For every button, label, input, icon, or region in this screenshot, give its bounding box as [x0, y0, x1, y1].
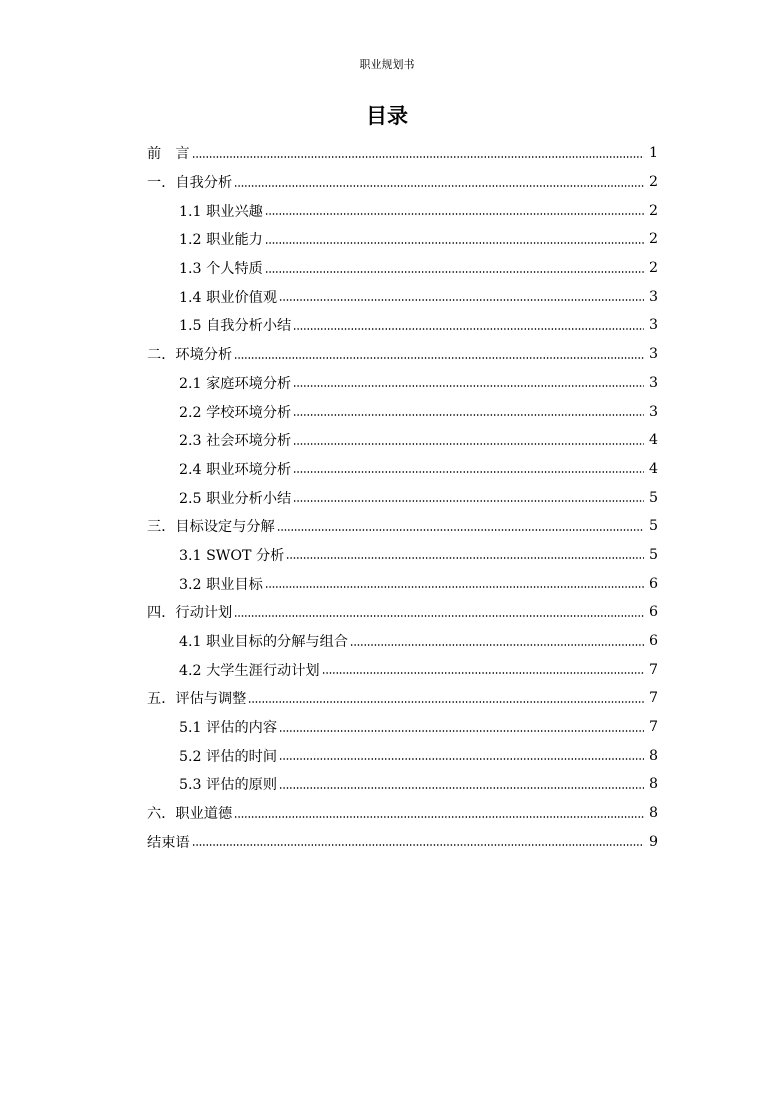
toc-entry-page-number: 4	[648, 432, 658, 449]
toc-dot-leader	[279, 758, 644, 760]
toc-entry-label: 3.2 职业目标	[179, 576, 263, 593]
toc-entry-9[interactable]	[147, 369, 658, 398]
toc-entry-page-number: 7	[648, 690, 658, 707]
toc-dot-leader	[265, 213, 644, 215]
toc-entry-page-number: 5	[648, 546, 658, 563]
toc-dot-leader	[265, 271, 644, 273]
toc-entry-5[interactable]	[147, 254, 658, 283]
toc-entry-page-number: 3	[648, 317, 658, 334]
toc-entry-label: 2.5 职业分析小结	[179, 490, 292, 507]
toc-entry-label: 三．目标设定与分解	[147, 519, 275, 536]
toc-entry-label: 5.1 评估的内容	[179, 720, 278, 737]
toc-entry-page-number: 2	[648, 202, 658, 219]
running-header: 职业规划书	[359, 58, 415, 71]
toc-entry-24[interactable]	[147, 799, 658, 828]
toc-entry-label: 1.2 职业能力	[179, 232, 263, 249]
toc-entry-1[interactable]	[147, 139, 658, 168]
toc-entry-22[interactable]	[147, 741, 658, 770]
toc-entry-page-number: 3	[648, 403, 658, 420]
page-title: 目录	[366, 104, 408, 128]
toc-entry-14[interactable]	[147, 512, 658, 541]
toc-entry-10[interactable]	[147, 397, 658, 426]
toc-entry-8[interactable]	[147, 340, 658, 369]
toc-entry-page-number: 3	[648, 346, 658, 363]
toc-entry-label: 二．环境分析	[147, 347, 233, 364]
toc-entry-label: 2.4 职业环境分析	[179, 461, 292, 478]
toc-entry-page-number: 9	[648, 833, 658, 850]
toc-dot-leader	[286, 557, 644, 559]
toc-dot-leader	[322, 672, 644, 674]
toc-entry-page-number: 2	[648, 260, 658, 277]
toc-entry-page-number: 7	[648, 719, 658, 736]
toc-entry-label: 1.4 职业价值观	[179, 289, 278, 306]
toc-entry-page-number: 6	[648, 604, 658, 621]
toc-dot-leader	[248, 701, 644, 703]
toc-entry-label: 五．评估与调整	[147, 691, 247, 708]
toc-entry-label: 结束语	[147, 834, 190, 851]
toc-entry-page-number: 3	[648, 374, 658, 391]
toc-dot-leader	[192, 156, 644, 158]
toc-dot-leader	[234, 615, 644, 617]
toc-entry-25[interactable]	[147, 828, 658, 857]
toc-entry-page-number: 2	[648, 174, 658, 191]
toc-entry-page-number: 1	[648, 145, 658, 162]
toc-entry-7[interactable]	[147, 311, 658, 340]
toc-entry-18[interactable]	[147, 627, 658, 656]
toc-entry-label: 1.5 自我分析小结	[179, 318, 292, 335]
toc-entry-page-number: 5	[648, 518, 658, 535]
toc-entry-21[interactable]	[147, 713, 658, 742]
toc-dot-leader	[293, 414, 644, 416]
toc-entry-label: 1.3 个人特质	[179, 261, 263, 278]
toc-entry-15[interactable]	[147, 541, 658, 570]
toc-dot-leader	[293, 328, 644, 330]
toc-entry-label: 4.2 大学生涯行动计划	[179, 662, 320, 679]
toc-entry-page-number: 6	[648, 633, 658, 650]
toc-dot-leader	[279, 299, 644, 301]
toc-dot-leader	[234, 357, 644, 359]
toc-entry-page-number: 7	[648, 661, 658, 678]
toc-dot-leader	[350, 644, 644, 646]
toc-entry-13[interactable]	[147, 483, 658, 512]
toc-entry-page-number: 8	[648, 747, 658, 764]
toc-entry-17[interactable]	[147, 598, 658, 627]
table-of-contents	[147, 139, 658, 856]
toc-entry-page-number: 8	[648, 776, 658, 793]
toc-entry-23[interactable]	[147, 770, 658, 799]
toc-dot-leader	[293, 385, 644, 387]
toc-entry-page-number: 5	[648, 489, 658, 506]
toc-entry-11[interactable]	[147, 426, 658, 455]
toc-entry-label: 4.1 职业目标的分解与组合	[179, 634, 348, 651]
toc-entry-label: 六．职业道德	[147, 806, 233, 823]
toc-entry-16[interactable]	[147, 569, 658, 598]
toc-dot-leader	[293, 500, 644, 502]
toc-entry-page-number: 3	[648, 288, 658, 305]
toc-dot-leader	[234, 816, 644, 818]
toc-entry-20[interactable]	[147, 684, 658, 713]
toc-entry-2[interactable]	[147, 168, 658, 197]
toc-entry-label: 5.2 评估的时间	[179, 748, 278, 765]
toc-entry-page-number: 8	[648, 805, 658, 822]
toc-dot-leader	[293, 443, 644, 445]
toc-entry-label: 2.3 社会环境分析	[179, 433, 292, 450]
toc-entry-label: 3.1 SWOT 分析	[179, 547, 285, 564]
toc-entry-label: 2.2 学校环境分析	[179, 404, 292, 421]
toc-dot-leader	[293, 471, 644, 473]
toc-entry-12[interactable]	[147, 455, 658, 484]
toc-entry-page-number: 4	[648, 460, 658, 477]
toc-dot-leader	[265, 586, 644, 588]
toc-dot-leader	[279, 787, 644, 789]
toc-dot-leader	[265, 242, 644, 244]
toc-entry-4[interactable]	[147, 225, 658, 254]
toc-dot-leader	[192, 844, 644, 846]
toc-dot-leader	[277, 529, 644, 531]
toc-dot-leader	[279, 730, 644, 732]
toc-entry-label: 前 言	[147, 146, 190, 163]
toc-entry-3[interactable]	[147, 196, 658, 225]
toc-entry-label: 一．自我分析	[147, 175, 233, 192]
toc-entry-page-number: 6	[648, 575, 658, 592]
toc-entry-label: 5.3 评估的原则	[179, 777, 278, 794]
toc-dot-leader	[234, 185, 644, 187]
toc-entry-page-number: 2	[648, 231, 658, 248]
toc-entry-6[interactable]	[147, 282, 658, 311]
toc-entry-label: 1.1 职业兴趣	[179, 203, 263, 220]
toc-entry-19[interactable]	[147, 655, 658, 684]
toc-entry-label: 2.1 家庭环境分析	[179, 375, 292, 392]
toc-entry-label: 四．行动计划	[147, 605, 233, 622]
